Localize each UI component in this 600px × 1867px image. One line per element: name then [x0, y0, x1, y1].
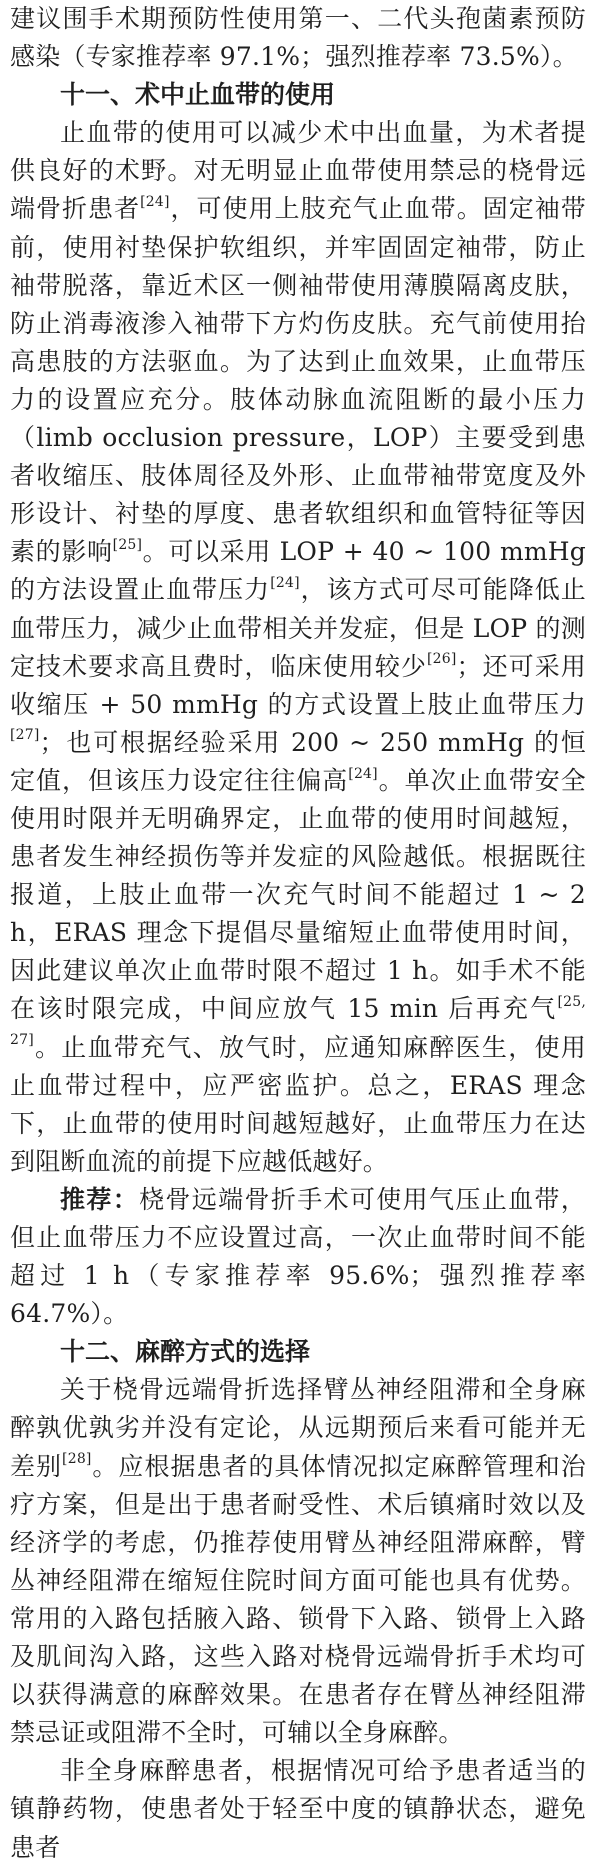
paragraph-sedation — [10, 1752, 586, 1866]
citation-ref: [26] — [427, 651, 457, 668]
text-run: 建议围手术期预防性使用第一、二代头孢菌素预防感染（专家推荐率 97.1%；强烈推荐率 73.5%）。 — [10, 4, 586, 72]
text-run: ；也可根据经验采用 200 ~ 250 mmHg 的恒定值，但该压力设定往往偏高 — [10, 727, 586, 795]
paragraph-antibiotic-recommendation-tail — [10, 0, 586, 76]
text-run: 非全身麻醉患者，根据情况可给予患者适当的镇静药物，使患者处于轻至中度的镇静状态，避免患者 — [10, 1756, 586, 1862]
text-run: 。可以采用 LOP + 40 ~ 100 mmHg 的方法设置止血带压力 — [10, 537, 586, 605]
paragraph-anesthesia-choice — [10, 1371, 586, 1752]
article-page — [10, 0, 586, 1867]
section-heading-anesthesia: 十二、麻醉方式的选择 — [60, 1337, 311, 1367]
paragraph-tourniquet-recommendation — [10, 1181, 586, 1333]
text-run: ，该方式可尽可能降低止血带压力，减少止血带相关并发症，但是 LOP 的测定技术要求高且费时，临床使用较少 — [10, 575, 586, 681]
citation-ref: [27] — [10, 727, 40, 744]
citation-ref: [25] — [112, 536, 143, 553]
recommendation-label: 推荐： — [60, 1184, 140, 1214]
section-heading-tourniquet: 十一、术中止血带的使用 — [60, 80, 336, 110]
text-run: 关于桡骨远端骨折选择臂丛神经阻滞和全身麻醉孰优孰劣并没有定论，从远期预后来看可能并无差别 — [10, 1375, 586, 1481]
text-run: ，可使用上肢充气止血带。固定袖带前，使用衬垫保护软组织，并牢固固定袖带，防止袖带脱落，靠近术区一侧袖带使用薄膜隔离皮肤，防止消毒液渗入袖带下方灼伤皮肤。充气前使用抬高患肢的方法驱血。为了达到止血效果，止血带压力的设置应充分。肢体动脉血流阻断的最小压力（limb occlusion pressure，LOP）主要受到患者收缩压、肢体周径及外形、止血带袖带宽度及外形设计、衬垫的厚度、患者软组织和血管特征等因素的影响 — [10, 194, 586, 567]
text-run: ；还可采用收缩压 + 50 mmHg 的方式设置上肢止血带压力 — [10, 651, 586, 719]
text-run: 桡骨远端骨折手术可使用气压止血带，但止血带压力不应设置过高，一次止血带时间不能超过 1 h（专家推荐率 95.6%；强烈推荐率 64.7%）。 — [10, 1184, 586, 1329]
paragraph-tourniquet-use — [10, 114, 586, 1181]
citation-ref: [24] — [270, 575, 300, 592]
citation-ref: [24] — [348, 765, 378, 782]
text-run: 。单次止血带安全使用时限并无明确界定，止血带的使用时间越短，患者发生神经损伤等并发症的风险越低。根据既往报道，上肢止血带一次充气时间不能超过 1 ~ 2 h，ERAS 理念下提倡尽量缩短止血带使用时间，因此建议单次止血带时限不超过 1 h。如手术不能在该时限完成，中间应放气 15 min 后再充气 — [10, 765, 586, 1024]
citation-ref: [25, 27] — [10, 994, 586, 1049]
text-run: 。止血带充气、放气时，应通知麻醉医生，使用止血带过程中，应严密监护。总之，ERAS 理念下，止血带的使用时间越短越好，止血带压力在达到阻断血流的前提下应越低越好。 — [10, 1032, 586, 1176]
citation-ref: [28] — [62, 1451, 92, 1468]
text-run: 。应根据患者的具体情况拟定麻醉管理和治疗方案，但是出于患者耐受性、术后镇痛时效以及经济学的考虑，仍推荐使用臂丛神经阻滞麻醉，臂丛神经阻滞在缩短住院时间方面可能也具有优势。常用的入路包括腋入路、锁骨下入路、锁骨上入路及肌间沟入路，这些入路对桡骨远端骨折手术均可以获得满意的麻醉效果。在患者存在臂丛神经阻滞禁忌证或阻滞不全时，可辅以全身麻醉。 — [10, 1451, 586, 1748]
citation-ref: [24] — [140, 194, 170, 211]
text-run: 止血带的使用可以减少术中出血量，为术者提供良好的术野。对无明显止血带使用禁忌的桡骨远端骨折患者 — [10, 118, 586, 224]
